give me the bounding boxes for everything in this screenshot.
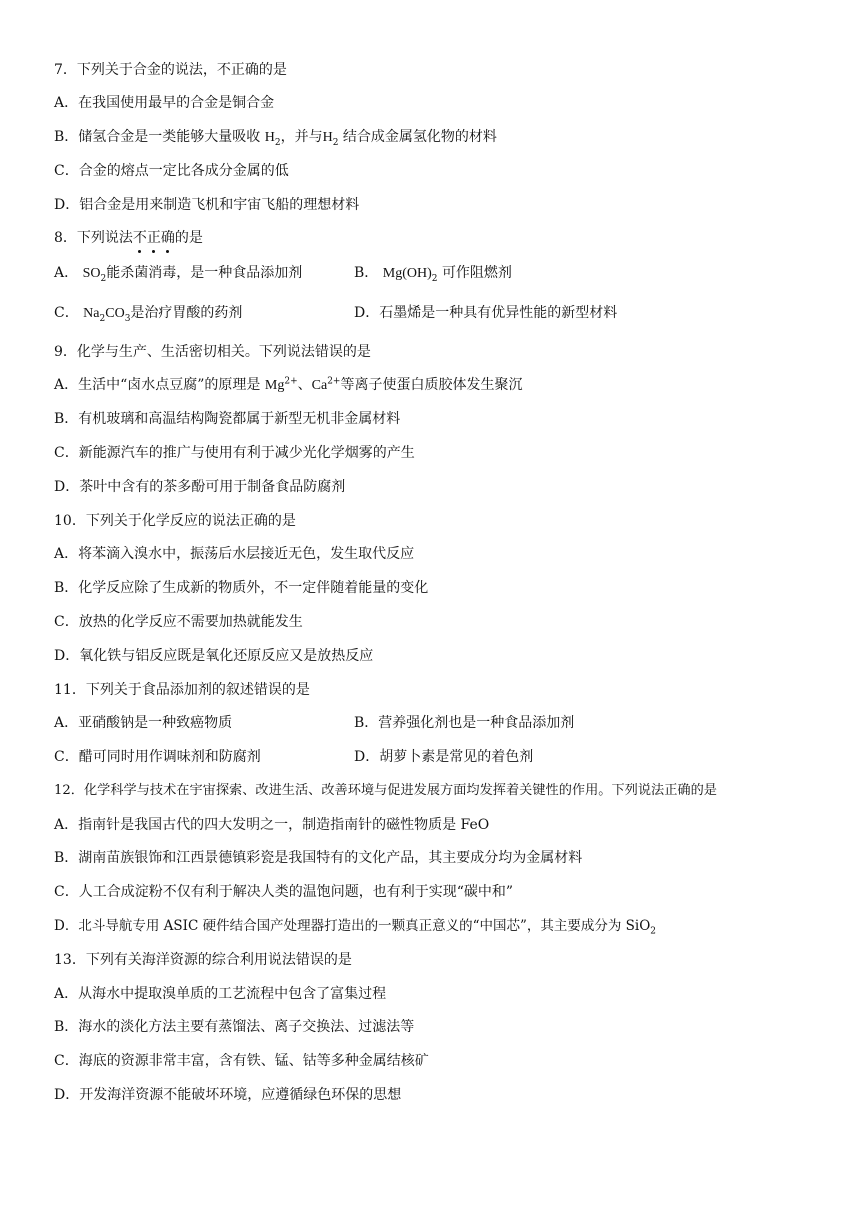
q11-option-b: B．营养强化剂也是一种食品添加剂 <box>354 715 575 731</box>
q13-option-a: A．从海水中提取溴单质的工艺流程中包含了富集过程 <box>54 986 387 1002</box>
q9-option-b: B．有机玻璃和高温结构陶瓷都属于新型无机非金属材料 <box>54 411 401 427</box>
q12-stem: 12．化学科学与技术在宇宙探索、改进生活、改善环境与促进发展方面均发挥着关键性的作用。下列说法正确的是 <box>54 783 717 798</box>
q9-option-a: A．生活中“卤水点豆腐”的原理是 $Mg^{2+}$、$Ca^{2+}$等离子使蛋白质胶体发生聚沉 <box>54 376 523 393</box>
q8-option-c: C． $Na_2CO_3$是治疗胃酸的药剂 <box>54 305 243 324</box>
q13-option-c: C．海底的资源非常丰富，含有铁、锰、钴等多种金属结核矿 <box>54 1053 429 1069</box>
q10-option-a: A．将苯滴入溴水中，振荡后水层接近无色，发生取代反应 <box>54 546 415 562</box>
q12-option-b: B．湖南苗族银饰和江西景德镇彩瓷是我国特有的文化产品，其主要成分均为金属材料 <box>54 850 583 866</box>
q7-option-d: D．铝合金是用来制造飞机和宇宙飞船的理想材料 <box>54 197 360 213</box>
q7-stem: 7．下列关于合金的说法，不正确的是 <box>54 62 287 78</box>
q13-stem: 13．下列有关海洋资源的综合利用说法错误的是 <box>54 952 352 968</box>
q12-option-c: C．人工合成淀粉不仅有利于解决人类的温饱问题，也有利于实现“碳中和” <box>54 884 514 900</box>
q11-option-a: A．亚硝酸钠是一种致癌物质 <box>54 715 233 731</box>
q9-option-d: D．茶叶中含有的茶多酚可用于制备食品防腐剂 <box>54 479 346 495</box>
q10-option-b: B．化学反应除了生成新的物质外，不一定伴随着能量的变化 <box>54 580 429 596</box>
q8-option-b: B． $Mg(OH)_2$ 可作阻燃剂 <box>354 265 512 284</box>
q9-stem: 9．化学与生产、生活密切相关。下列说法错误的是 <box>54 344 371 360</box>
q10-option-d: D．氧化铁与铝反应既是氧化还原反应又是放热反应 <box>54 648 374 664</box>
q8-option-a: A． $SO_2$能杀菌消毒，是一种食品添加剂 <box>54 265 303 284</box>
q12-option-a: A．指南针是我国古代的四大发明之一，制造指南针的磁性物质是 FeO <box>54 817 490 833</box>
q9-option-c: C．新能源汽车的推广与使用有利于减少光化学烟雾的产生 <box>54 445 415 461</box>
q12-option-d: D．北斗导航专用 ASIC 硬件结合国产处理器打造出的一颗真正意义的“中国芯”，其主要成分为 SiO$_2$ <box>54 918 657 937</box>
q11-option-d: D．胡萝卜素是常见的着色剂 <box>354 749 534 765</box>
q7-option-b: B．储氢合金是一类能够大量吸收 $H_2$，并与$H_2$ 结合成金属氢化物的材料 <box>54 129 497 148</box>
q13-option-b: B．海水的淡化方法主要有蒸馏法、离子交换法、过滤法等 <box>54 1019 415 1035</box>
q8-option-d: D．石墨烯是一种具有优异性能的新型材料 <box>354 305 618 321</box>
q10-stem: 10．下列关于化学反应的说法正确的是 <box>54 513 296 529</box>
q7-option-a: A．在我国使用最早的合金是铜合金 <box>54 95 275 111</box>
q10-option-c: C．放热的化学反应不需要加热就能发生 <box>54 614 303 630</box>
q11-option-c: C．醋可同时用作调味剂和防腐剂 <box>54 749 261 765</box>
q11-stem: 11．下列关于食品添加剂的叙述错误的是 <box>54 682 310 698</box>
q8-stem: 8．下列说法不正确的是 <box>54 230 203 246</box>
q7-option-c: C．合金的熔点一定比各成分金属的低 <box>54 163 289 179</box>
q13-option-d: D．开发海洋资源不能破坏环境，应遵循绿色环保的思想 <box>54 1087 402 1103</box>
